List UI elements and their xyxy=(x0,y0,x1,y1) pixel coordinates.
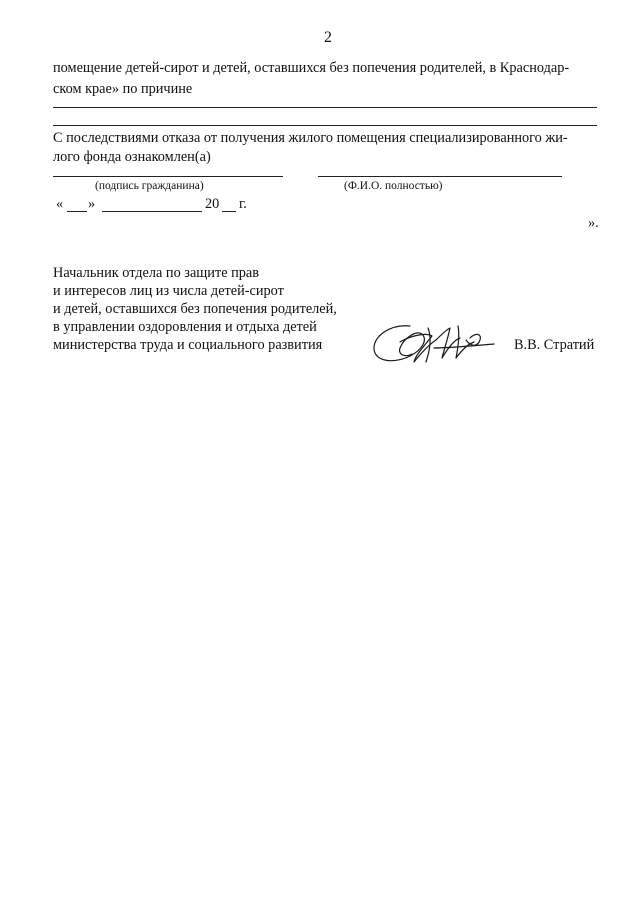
date-year-blank xyxy=(222,211,236,212)
signature-caption: (подпись гражданина) xyxy=(95,180,204,192)
signatory-name: В.В. Стратий xyxy=(514,337,595,353)
paragraph-1-line-1: помещение детей-сирот и детей, оставшихся без попечения родителей, в Краснодар- xyxy=(53,60,570,76)
date-day-blank xyxy=(67,211,87,212)
paragraph-2-line-2: лого фонда ознакомлен(а) xyxy=(53,149,211,165)
signatory-title-line-5: министерства труда и социального развития xyxy=(53,337,323,353)
date-year-prefix: 20 xyxy=(205,196,220,212)
closing-quote: ». xyxy=(588,215,599,231)
paragraph-2-line-1: С последствиями отказа от получения жилого помещения специализированного жи- xyxy=(53,130,568,146)
signatory-title-line-1: Начальник отдела по защите прав xyxy=(53,265,260,281)
full-name-field-line xyxy=(318,176,562,177)
date-year-suffix: г. xyxy=(239,196,247,212)
signatory-title-line-3: и детей, оставшихся без попечения родителей, xyxy=(53,301,337,317)
full-name-caption: (Ф.И.О. полностью) xyxy=(344,180,443,192)
date-close-quote: » xyxy=(88,196,96,212)
signature-field-line xyxy=(53,176,283,177)
signatory-title-line-4: в управлении оздоровления и отдыха детей xyxy=(53,319,317,335)
reason-line-1 xyxy=(53,107,597,108)
handwritten-signature-icon xyxy=(370,318,500,368)
date-month-blank xyxy=(102,211,202,212)
signatory-title-line-2: и интересов лиц из числа детей-сирот xyxy=(53,283,284,299)
date-open-quote: « xyxy=(56,196,64,212)
page-number: 2 xyxy=(324,29,332,46)
paragraph-1-line-2: ском крае» по причине xyxy=(53,81,193,97)
reason-line-2 xyxy=(53,125,597,126)
